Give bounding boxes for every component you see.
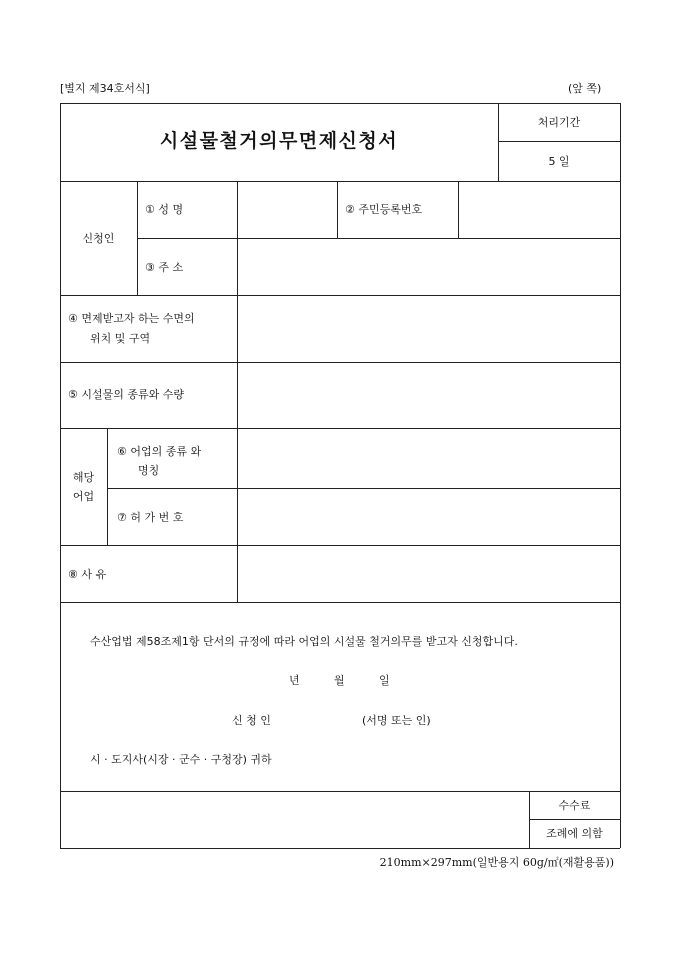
form-border-bottom [60, 848, 620, 849]
facility-field[interactable] [238, 363, 619, 427]
divider [529, 819, 620, 820]
divider [498, 141, 620, 142]
form-border-right [620, 103, 621, 848]
fee-label: 수수료 [558, 799, 591, 812]
divider [498, 103, 499, 181]
permit-number-label: ⑦ 허 가 번 호 [117, 511, 184, 524]
resident-number-label: ② 주민등록번호 [345, 203, 423, 216]
name-label: ① 성 명 [145, 203, 184, 216]
processing-period-label: 처리기간 [537, 116, 581, 129]
fishery-group-label: 해당 [72, 471, 95, 484]
address-label: ③ 주 소 [145, 261, 184, 274]
processing-period-value: 5 일 [548, 155, 570, 168]
reason-label: ⑧ 사 유 [68, 568, 107, 581]
addressee: 시 · 도지사(시장 · 군수 · 구청장) 귀하 [90, 753, 272, 766]
fishery-type-label-line2: 명칭 [138, 464, 160, 477]
fishery-group-label-line2: 어업 [72, 490, 95, 503]
water-area-field[interactable] [238, 296, 619, 361]
date-day-label: 일 [379, 674, 390, 687]
water-area-label-line2: 위치 및 구역 [90, 332, 151, 345]
date-month-label: 월 [334, 674, 345, 687]
paper-spec: 210mm×297mm(일반용지 60g/㎡(재활용품)) [379, 856, 614, 869]
reason-field[interactable] [238, 546, 619, 601]
page-side-label: (앞 쪽) [568, 82, 602, 95]
water-area-label: ④ 면제받고자 하는 수면의 [68, 312, 195, 325]
applicant-sign-label: 신 청 인 [232, 714, 271, 727]
divider [60, 791, 620, 792]
facility-label: ⑤ 시설물의 종류와 수량 [68, 388, 184, 401]
permit-number-field[interactable] [238, 489, 619, 544]
applicant-group-label: 신청인 [82, 232, 115, 245]
name-field[interactable] [238, 182, 336, 237]
address-field[interactable] [238, 239, 619, 294]
form-title: 시설물철거의무면제신청서 [159, 130, 399, 152]
resident-number-field[interactable] [459, 182, 619, 237]
fee-value: 조례에 의함 [546, 827, 603, 840]
fishery-type-label: ⑥ 어업의 종류 와 [117, 445, 202, 458]
divider [337, 181, 338, 238]
date-year-label: 년 [289, 674, 300, 687]
form-number: [별지 제34호서식] [60, 82, 150, 95]
fishery-type-field[interactable] [238, 429, 619, 487]
declaration-statement: 수산업법 제58조제1항 단서의 규정에 따라 어업의 시설물 철거의무를 받고자 신청합니다. [90, 635, 518, 648]
form-border-top [60, 103, 620, 104]
signature-label: (서명 또는 인) [362, 714, 431, 727]
divider [60, 602, 620, 603]
divider [107, 428, 108, 545]
